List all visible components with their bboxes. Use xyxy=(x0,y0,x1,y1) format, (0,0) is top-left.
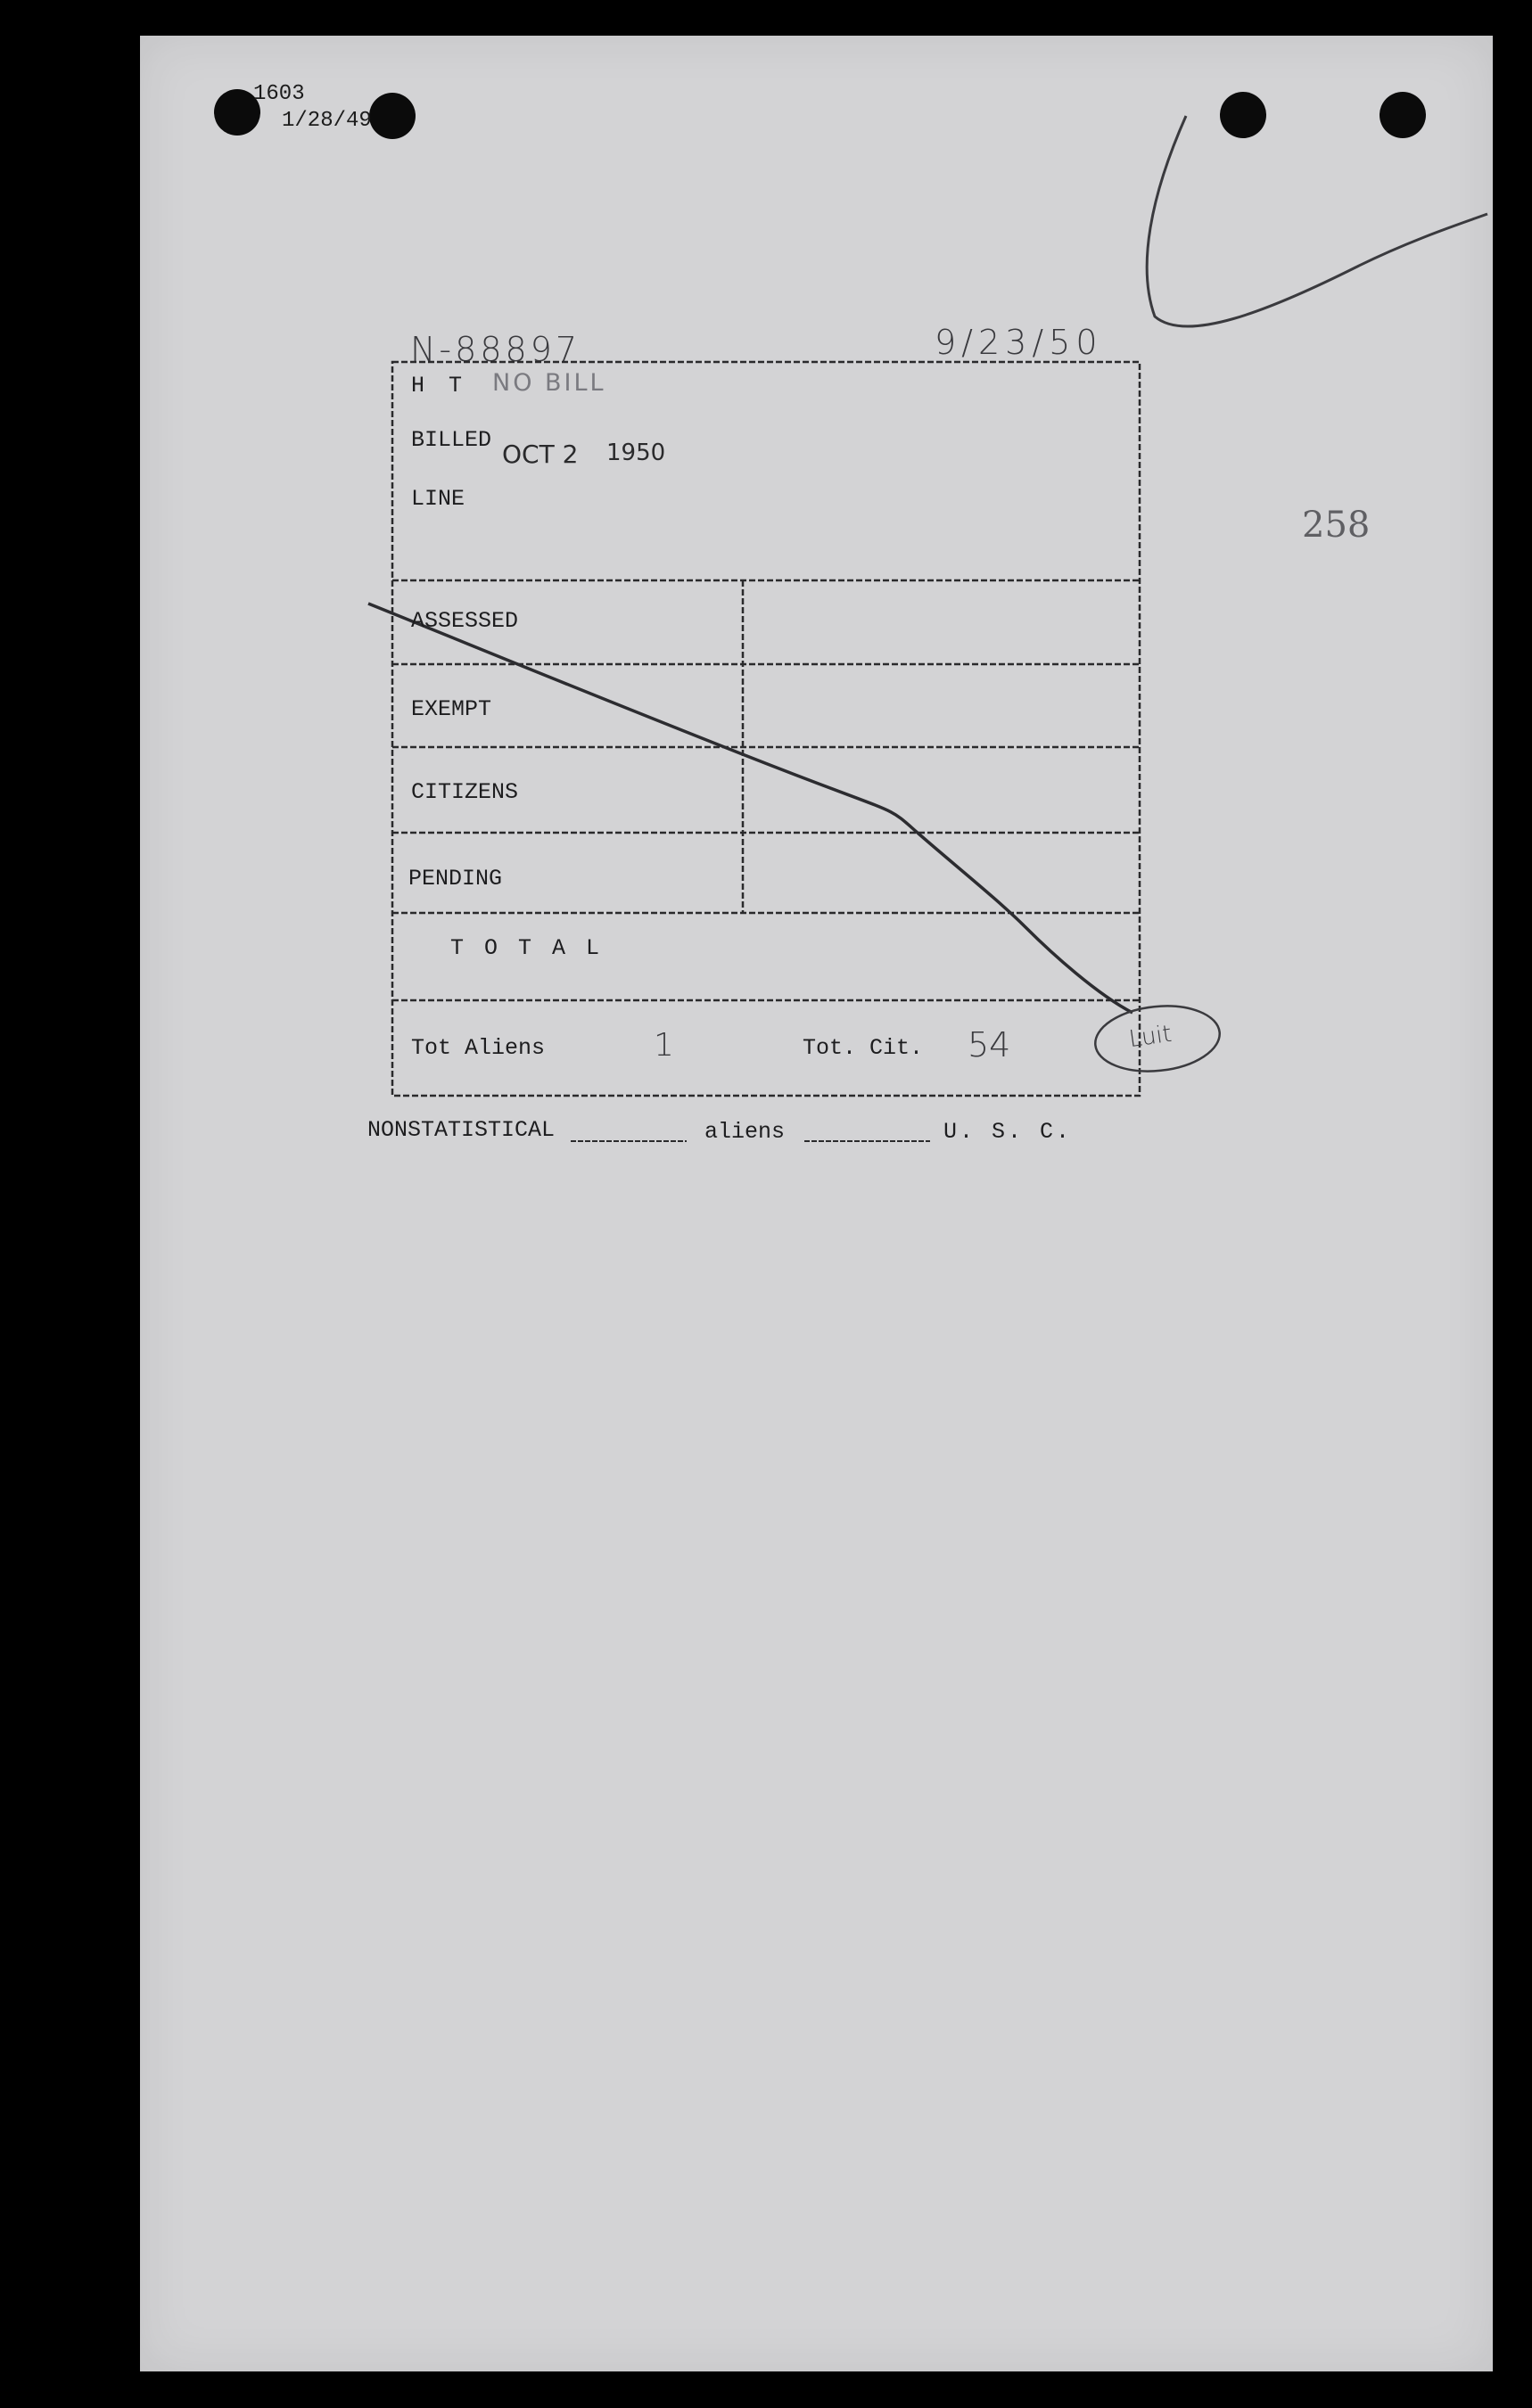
billed-year: 1950 xyxy=(606,440,666,466)
initials: Luit xyxy=(1127,1020,1174,1054)
ht-value: NO BILL xyxy=(492,369,606,397)
punch-hole-left-2 xyxy=(369,93,416,139)
tot-aliens-value: 1 xyxy=(654,1027,674,1064)
tot-cit-value: 54 xyxy=(968,1025,1011,1064)
punch-hole-right-2 xyxy=(1380,92,1426,138)
row-label-assessed: ASSESSED xyxy=(411,608,519,634)
row-label-pending: PENDING xyxy=(408,866,503,892)
page-number: 258 xyxy=(1302,505,1371,546)
billed-label: BILLED xyxy=(411,427,492,453)
record-date: 9/23/50 xyxy=(935,323,1103,362)
line-label: LINE xyxy=(411,486,465,512)
form-number: 1603 xyxy=(253,82,305,106)
punch-hole-right-1 xyxy=(1220,92,1266,138)
form-date: 1/28/49 xyxy=(282,109,372,133)
row-label-exempt: EXEMPT xyxy=(411,696,492,722)
ht-label: H T xyxy=(411,373,468,399)
document-page xyxy=(140,36,1493,2371)
billed-date: OCT 2 xyxy=(502,440,579,469)
nonstatistical-label: NONSTATISTICAL xyxy=(367,1117,556,1143)
tot-aliens-label: Tot Aliens xyxy=(411,1035,546,1061)
tot-cit-label: Tot. Cit. xyxy=(803,1035,924,1061)
usc-label: U. S. C. xyxy=(943,1119,1073,1145)
total-label: T O T A L xyxy=(450,935,604,961)
file-number: N-88897 xyxy=(410,330,581,369)
row-label-citizens: CITIZENS xyxy=(411,779,519,805)
aliens-label: aliens xyxy=(704,1119,786,1145)
